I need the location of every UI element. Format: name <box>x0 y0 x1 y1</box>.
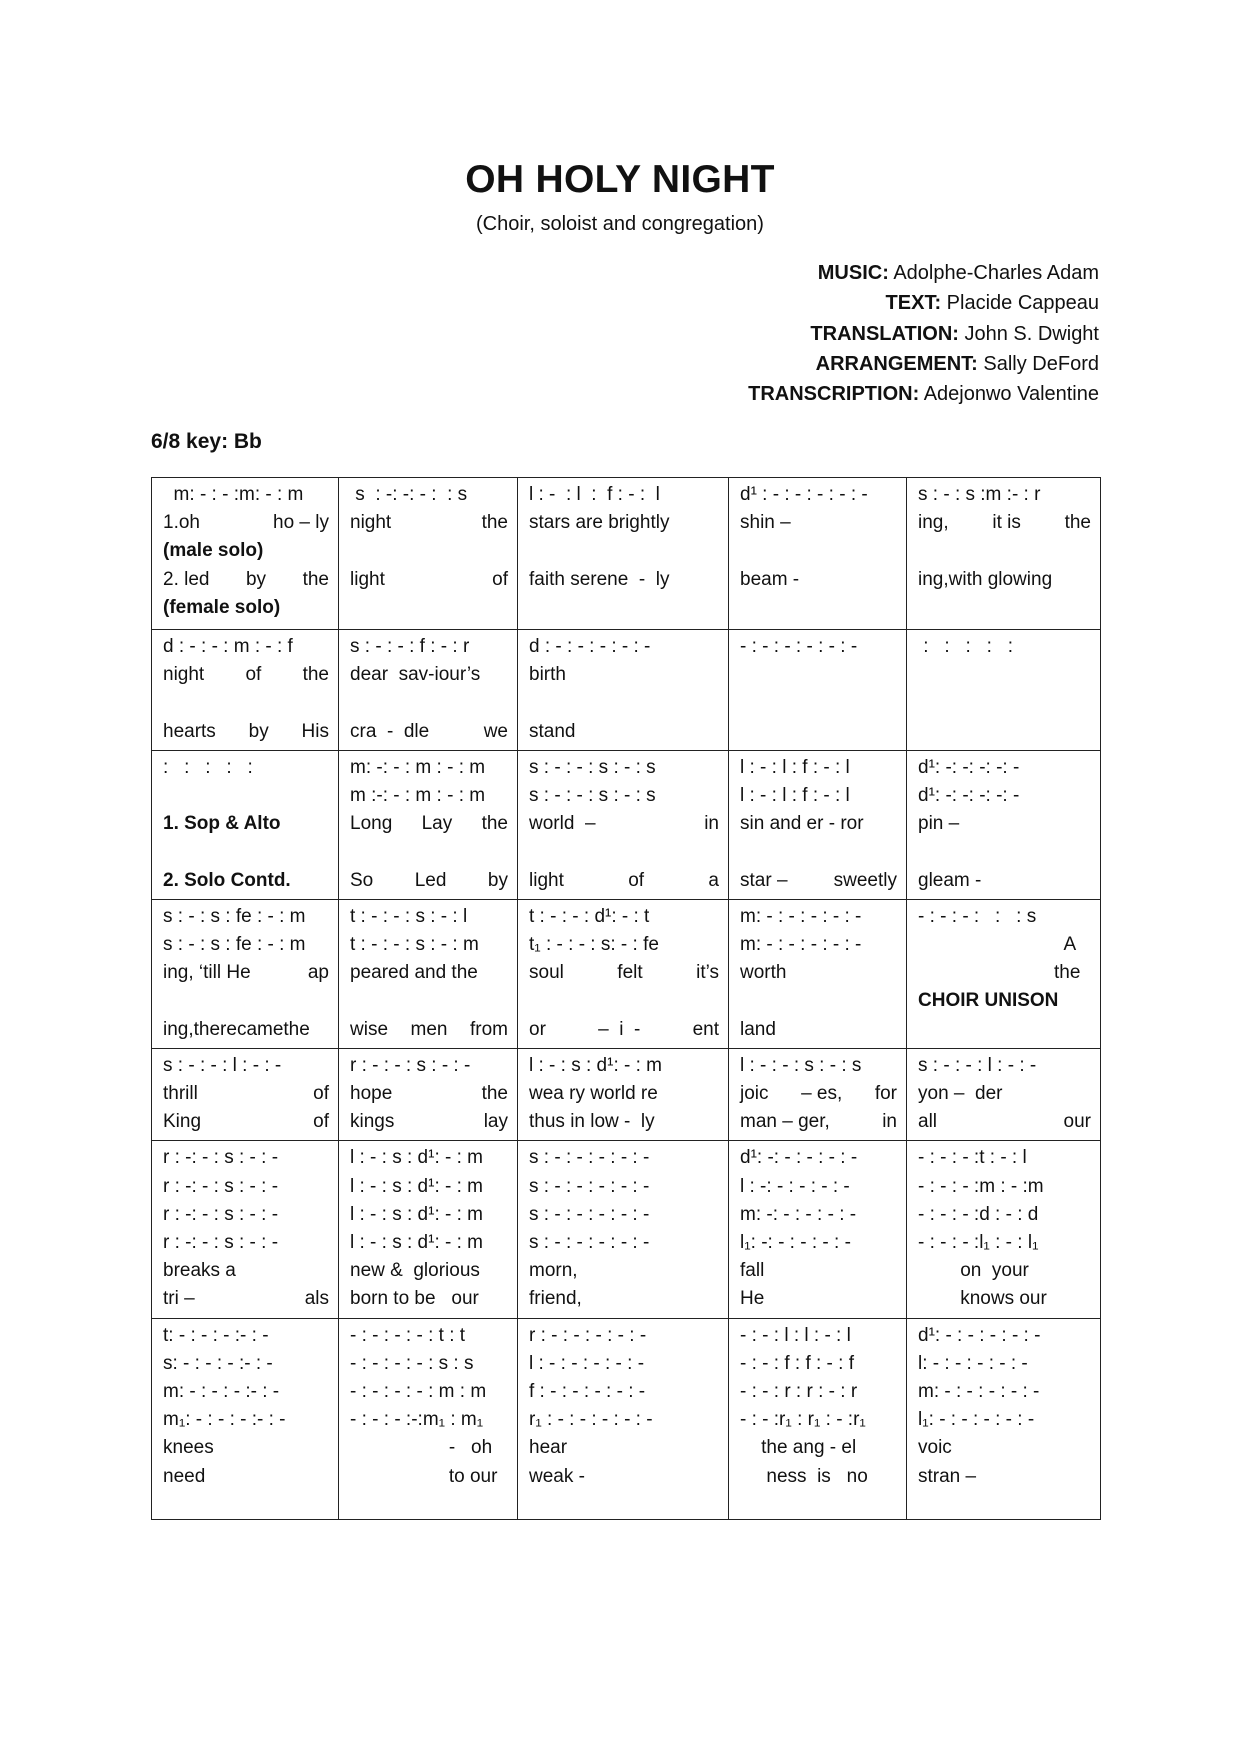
lyric-line <box>163 1108 329 1136</box>
lyric-word: it is <box>992 512 1021 534</box>
lyric-line: new & glorious <box>350 1260 480 1282</box>
solfa-notation-line: s : - : - : f : - : r <box>350 636 470 657</box>
lyric-line <box>740 838 897 866</box>
solfa-notation-line: r : -: - : s : - : - <box>163 1203 279 1225</box>
lyric-line <box>740 1108 897 1136</box>
lyric-word: of <box>628 869 645 891</box>
lyric-line: born to be our <box>350 1288 479 1310</box>
measure-cell <box>152 478 339 630</box>
lyric-word: our <box>1063 1111 1091 1133</box>
solfa-notation-line: s : - : - : - : - : - <box>529 1175 650 1197</box>
part-label: 2. Solo Contd. <box>163 869 291 891</box>
lyric-line: faith serene - ly <box>529 568 670 590</box>
lyric-line <box>350 1080 508 1108</box>
lyric-line <box>529 689 719 717</box>
lyric-word: ho – ly <box>273 512 329 534</box>
solfa-notation-line: m₁: - : - : - :- : - <box>163 1409 286 1431</box>
lyric-line <box>529 987 719 1015</box>
part-label: (female solo) <box>163 596 281 618</box>
lyric-word: – es, <box>801 1083 843 1104</box>
solfa-notation-line: - : - : l : l : - : l <box>740 1324 851 1346</box>
solfa-notation-line: s : - : s : fe : - : m <box>163 934 306 955</box>
lyric-line: peared and the <box>350 962 478 984</box>
measure-cell <box>518 1048 729 1141</box>
lyric-word: by <box>248 720 269 742</box>
measure-cell <box>339 1318 518 1519</box>
solfa-notation-line: s : - : - : - : - : - <box>529 1147 650 1169</box>
solfa-notation-line: d¹ : - : - : - : - : - <box>740 484 868 505</box>
lyric-line: yon – der <box>918 1083 1003 1104</box>
measure-cell <box>729 1048 907 1141</box>
measure-cell <box>518 1141 729 1318</box>
lyric-line: He <box>740 1288 765 1310</box>
lyric-line: to our <box>448 1465 508 1487</box>
lyric-word: a <box>708 869 719 891</box>
lyric-word: from <box>469 1018 508 1040</box>
lyric-line: knows our <box>918 1288 1047 1310</box>
solfa-notation-line: l : - : l : f : - : l <box>740 756 850 778</box>
measure-cell <box>152 899 339 1048</box>
credit-line <box>748 288 1099 318</box>
measure-cell <box>907 630 1101 751</box>
measure-cell <box>729 1318 907 1519</box>
credit-line <box>748 379 1099 409</box>
lyric-word: light <box>350 568 385 590</box>
lyric-word: 1.oh <box>163 512 200 534</box>
lyric-word: man – ger, <box>740 1111 830 1133</box>
solfa-notation-line: - : - : - :m : - :m <box>918 1175 1044 1197</box>
lyric-line: wea ry world re <box>529 1083 658 1104</box>
solfa-notation-line: l: - : - : - : - : - <box>918 1352 1028 1374</box>
lyric-line: ing,with glowing <box>918 568 1053 590</box>
solfa-notation-line: - : - : r : r : - : r <box>740 1381 858 1403</box>
solfa-notation-line: l : - : - : s : - : s <box>740 1054 862 1076</box>
lyric-line: thus in low - ly <box>529 1111 655 1133</box>
credit-value: Placide Cappeau <box>941 292 1099 315</box>
lyric-word: or <box>529 1018 546 1040</box>
solfa-notation-line: - : - : - : : : s <box>918 905 1037 927</box>
lyric-line: land <box>740 1018 776 1040</box>
solfa-notation-line: l : - : s : d¹: - : m <box>350 1175 483 1197</box>
solfa-notation-line: - : - : - :-:m₁ : m₁ <box>350 1409 484 1431</box>
measure-cell <box>907 1141 1101 1318</box>
lyric-word: joic <box>740 1083 769 1104</box>
lyric-line <box>529 959 719 987</box>
measure-cell <box>518 899 729 1048</box>
lyric-word: kings <box>350 1111 395 1133</box>
lyric-line: - oh <box>448 1437 508 1459</box>
solfa-notation-line: f : - : - : - : - : - <box>529 1381 646 1403</box>
solfa-notation-line: l : - : l : f : - : l <box>740 785 850 806</box>
measure-cell <box>152 1141 339 1318</box>
lyric-line <box>918 509 1091 537</box>
measure-cell <box>729 899 907 1048</box>
lyric-line <box>740 987 897 1015</box>
credit-label: TEXT: <box>885 292 942 315</box>
credit-value: John S. Dwight <box>958 322 1099 345</box>
solfa-notation-line: t : - : - : d¹: - : t <box>529 905 650 927</box>
lyric-word: lay <box>483 1111 508 1133</box>
lyric-line: shin – <box>740 512 791 534</box>
lyric-word: the <box>481 512 508 534</box>
solfa-notation-line: l : - : s : d¹: - : m <box>350 1147 483 1169</box>
lyric-word: So <box>350 869 374 891</box>
lyric-line <box>163 782 329 810</box>
solfa-notation-line: - : - : - : - : t : t <box>350 1324 466 1346</box>
solfa-notation-line: m: - : - :m: - : m <box>163 484 304 505</box>
lyric-line <box>740 537 897 565</box>
lyric-line <box>740 1080 897 1108</box>
solfa-notation-line: d : - : - : - : - : - <box>529 636 651 657</box>
solfa-notation-line: l₁: -: - : - : - : - <box>740 1232 851 1254</box>
lyric-line: dear sav-iour’s <box>350 664 481 686</box>
credit-line <box>748 319 1099 349</box>
lyric-word: – i - <box>598 1018 641 1040</box>
lyric-word: the <box>481 1083 508 1104</box>
lyric-word: star – <box>740 869 788 891</box>
lyric-word: tri – <box>163 1288 195 1310</box>
score-row <box>152 899 1101 1048</box>
lyric-line <box>163 509 329 537</box>
lyric-word: soul <box>529 962 564 984</box>
lyric-line: on your <box>918 1260 1029 1282</box>
lyric-word: of <box>245 664 262 686</box>
lyric-line <box>529 810 719 838</box>
lyric-line <box>163 1080 329 1108</box>
tonic-solfa-score-table <box>151 477 1101 1520</box>
lyric-word: of <box>313 1111 329 1133</box>
solfa-notation-line: m: - : - : - : - : - <box>918 1381 1040 1403</box>
lyric-word: by <box>487 869 508 891</box>
solfa-notation-line: m: -: - : - : - : - <box>740 1203 857 1225</box>
lyric-word: sweetly <box>833 869 897 891</box>
lyric-line <box>350 718 508 746</box>
song-subtitle: (Choir, soloist and congregation) <box>476 213 764 235</box>
lyric-line <box>918 537 1091 565</box>
lyric-line <box>350 566 508 594</box>
credit-value: Adejonwo Valentine <box>919 383 1099 406</box>
lyric-word: hope <box>350 1083 393 1104</box>
solfa-notation-line: - : - : - : - : - : - <box>740 636 858 657</box>
measure-cell <box>339 1141 518 1318</box>
measure-cell <box>339 750 518 899</box>
lyric-line: breaks a <box>163 1260 236 1282</box>
lyric-line <box>163 959 329 987</box>
solfa-notation-line: : : : : : <box>918 636 1014 657</box>
measure-cell <box>339 630 518 751</box>
lyric-line <box>163 838 329 866</box>
lyric-word: the <box>302 568 329 590</box>
part-label: (male solo) <box>163 540 264 562</box>
solfa-notation-line: s : - : - : - : - : - <box>529 1232 650 1254</box>
solfa-notation-line: - : - : - :t : - : l <box>918 1147 1027 1169</box>
lyric-line <box>529 537 719 565</box>
lyric-word: felt <box>617 962 643 984</box>
solfa-notation-line: - : - : - : - : m : m <box>350 1381 487 1403</box>
lyric-line <box>163 689 329 717</box>
solfa-notation-line: l₁: - : - : - : - : - <box>918 1409 1035 1431</box>
lyric-word: of <box>313 1083 329 1104</box>
lyric-line <box>529 867 719 895</box>
lyric-line <box>529 1016 719 1044</box>
solfa-notation-line: l : - : s : d¹: - : m <box>529 1054 662 1076</box>
credit-label: MUSIC: <box>817 262 889 284</box>
lyric-word: ing, <box>918 512 949 534</box>
lyric-word: we <box>483 720 508 742</box>
measure-cell <box>907 1048 1101 1141</box>
lyric-word: 2. led <box>163 568 210 590</box>
measure-cell <box>907 899 1101 1048</box>
measure-cell <box>152 1048 339 1141</box>
lyric-line: friend, <box>529 1288 582 1310</box>
lyric-line <box>350 1108 508 1136</box>
lyric-line <box>350 867 508 895</box>
lyric-word: world – <box>529 813 596 835</box>
solfa-notation-line: : : : : : <box>163 756 253 778</box>
credit-line <box>748 258 1099 288</box>
lyric-line <box>350 838 508 866</box>
lyric-word: hearts <box>163 720 216 742</box>
solfa-notation-line: s : - : - : s : - : s <box>529 785 656 806</box>
lyric-line: voic <box>918 1437 952 1459</box>
song-title: OH HOLY NIGHT <box>465 158 775 201</box>
lyric-line: morn, <box>529 1260 578 1282</box>
solfa-notation-line: r : - : - : - : - : - <box>529 1324 647 1346</box>
lyric-line <box>163 718 329 746</box>
lyric-word: it’s <box>696 962 719 984</box>
score-row <box>152 750 1101 899</box>
measure-cell <box>152 750 339 899</box>
solfa-notation-line: s : -: -: - : : s <box>350 484 468 505</box>
credits-block <box>748 258 1099 409</box>
lyric-line: birth <box>529 664 566 686</box>
solfa-notation-line: - : - : - :l₁ : - : l₁ <box>918 1232 1039 1254</box>
lyric-line: knees <box>163 1437 214 1459</box>
lyric-line <box>350 1016 508 1044</box>
lyric-line: gleam - <box>918 869 982 891</box>
solfa-notation-line: d : - : - : m : - : f <box>163 636 293 657</box>
measure-cell <box>518 750 729 899</box>
solfa-notation-line: d¹: -: -: -: -: - <box>918 756 1020 778</box>
solfa-notation-line: t₁ : - : - : s: - : fe <box>529 934 659 955</box>
solfa-notation-line: d¹: - : - : - : - : - <box>918 1324 1041 1346</box>
lyric-line: sin and er - ror <box>740 813 864 835</box>
lyric-line: the <box>1054 962 1091 984</box>
lyric-word: all <box>918 1111 938 1133</box>
solfa-notation-line: s : - : - : l : - : - <box>163 1054 282 1076</box>
lyric-line <box>350 987 508 1015</box>
lyric-word: cra - dle <box>350 720 430 742</box>
lyric-line: stars are brightly <box>529 512 670 534</box>
solfa-notation-line: m: - : - : - : - : - <box>740 905 862 927</box>
lyric-word: the <box>481 813 508 835</box>
score-row <box>152 630 1101 751</box>
solfa-notation-line: r₁ : - : - : - : - : - <box>529 1409 653 1431</box>
solfa-notation-line: d¹: -: -: -: -: - <box>918 785 1020 806</box>
part-label: 1. Sop & Alto <box>163 813 281 835</box>
solfa-notation-line: s: - : - : - :- : - <box>163 1352 273 1374</box>
lyric-word: the <box>302 664 329 686</box>
lyric-line <box>163 1285 329 1313</box>
lyric-line <box>163 566 329 594</box>
lyric-line: ing,therecamethe <box>163 1018 310 1040</box>
credit-value: Adolphe-Charles Adam <box>888 262 1099 284</box>
solfa-notation-line: l : - : l : f : - : l <box>529 484 660 505</box>
lyric-word: the <box>1064 512 1091 534</box>
measure-cell <box>518 1318 729 1519</box>
credit-value: Sally DeFord <box>977 352 1099 375</box>
lyric-line: fall <box>740 1260 765 1282</box>
lyric-line <box>163 987 329 1015</box>
lyric-word: als <box>304 1288 329 1310</box>
lyric-line <box>740 867 897 895</box>
solfa-notation-line: - : - : - : - : s : s <box>350 1352 474 1374</box>
solfa-notation-line: l : - : s : d¹: - : m <box>350 1203 483 1225</box>
lyric-line: beam - <box>740 568 800 590</box>
lyric-word: thrill <box>163 1083 198 1104</box>
lyric-line: worth <box>740 962 787 984</box>
lyric-word: wise <box>350 1018 389 1040</box>
lyric-line: weak - <box>529 1465 585 1487</box>
lyric-word: men <box>410 1018 448 1040</box>
lyric-word: ap <box>307 962 329 984</box>
solfa-notation-line: m: - : - : - : - : - <box>740 934 862 955</box>
credit-line <box>748 349 1099 379</box>
solfa-notation-line: m :-: - : m : - : m <box>350 785 486 806</box>
measure-cell <box>518 478 729 630</box>
solfa-notation-line: r : - : - : s : - : - <box>350 1054 471 1076</box>
solfa-notation-line: l : - : - : - : - : - <box>529 1352 645 1374</box>
lyric-line <box>350 689 508 717</box>
lyric-word: night <box>163 664 205 686</box>
lyric-word: in <box>704 813 719 835</box>
solfa-notation-line: - : - : - :d : - : d <box>918 1203 1039 1225</box>
lyric-word: for <box>874 1083 897 1104</box>
credit-label: ARRANGEMENT: <box>815 352 978 375</box>
lyric-line <box>918 838 1091 866</box>
lyric-line <box>350 810 508 838</box>
credit-label: TRANSLATION: <box>810 322 959 345</box>
solfa-notation-line: r : -: - : s : - : - <box>163 1175 279 1197</box>
solfa-notation-line: s : - : s : fe : - : m <box>163 905 306 927</box>
lyric-word: light <box>529 869 564 891</box>
score-row <box>152 1318 1101 1519</box>
solfa-notation-line: l : - : s : d¹: - : m <box>350 1232 483 1254</box>
measure-cell <box>729 478 907 630</box>
part-label: CHOIR UNISON <box>918 990 1059 1012</box>
lyric-line <box>163 661 329 689</box>
lyric-line <box>350 509 508 537</box>
lyric-line: ness is no <box>740 1465 868 1487</box>
lyric-line <box>350 537 508 565</box>
measure-cell <box>339 478 518 630</box>
lyric-word: ent <box>692 1018 719 1040</box>
solfa-notation-line: t : - : - : s : - : m <box>350 934 479 955</box>
lyric-word: of <box>492 568 508 590</box>
solfa-notation-line: t: - : - : - :- : - <box>163 1324 269 1346</box>
solfa-notation-line: l : -: - : - : - : - <box>740 1175 850 1197</box>
lyric-word: in <box>882 1111 897 1133</box>
solfa-notation-line: s : - : - : s : - : s <box>529 756 656 778</box>
lyric-line: stand <box>529 720 576 742</box>
lyric-word: Led <box>414 869 447 891</box>
lyric-word: Lay <box>421 813 453 835</box>
score-row <box>152 478 1101 630</box>
measure-cell <box>152 1318 339 1519</box>
measure-cell <box>339 899 518 1048</box>
solfa-notation-line: s : - : - : l : - : - <box>918 1054 1037 1076</box>
lyric-word: His <box>301 720 329 742</box>
measure-cell <box>907 750 1101 899</box>
lyric-word: ing, ‘till He <box>163 962 251 984</box>
measure-cell <box>152 630 339 751</box>
solfa-notation-line: s : - : s :m :- : r <box>918 484 1041 505</box>
score-row <box>152 1141 1101 1318</box>
lyric-line: hear <box>529 1437 568 1459</box>
lyric-word: night <box>350 512 392 534</box>
measure-cell <box>518 630 729 751</box>
lyric-line: A <box>1063 934 1091 955</box>
lyric-word: King <box>163 1111 202 1133</box>
lyric-line <box>918 1108 1091 1136</box>
solfa-notation-line: m: - : - : - :- : - <box>163 1381 280 1403</box>
measure-cell <box>907 1318 1101 1519</box>
time-signature-and-key: 6/8 key: Bb <box>151 430 262 453</box>
measure-cell <box>729 630 907 751</box>
solfa-notation-line: d¹: -: - : - : - : - <box>740 1147 858 1169</box>
solfa-notation-line: m: -: - : m : - : m <box>350 756 486 778</box>
lyric-word: by <box>245 568 267 590</box>
measure-cell <box>907 478 1101 630</box>
solfa-notation-line: t : - : - : s : - : l <box>350 905 468 927</box>
score-row <box>152 1048 1101 1141</box>
solfa-notation-line: - : - :r₁ : r₁ : - :r₁ <box>740 1409 866 1431</box>
lyric-line: stran – <box>918 1465 977 1487</box>
solfa-notation-line: r : -: - : s : - : - <box>163 1147 279 1169</box>
measure-cell <box>339 1048 518 1141</box>
lyric-line: the ang - el <box>740 1437 857 1459</box>
lyric-word: Long <box>350 813 393 835</box>
lyric-line: need <box>163 1465 206 1487</box>
measure-cell <box>729 1141 907 1318</box>
credit-label: TRANSCRIPTION: <box>748 383 920 406</box>
solfa-notation-line: r : -: - : s : - : - <box>163 1232 279 1254</box>
lyric-line: pin – <box>918 813 960 835</box>
lyric-line <box>529 838 719 866</box>
solfa-notation-line: - : - : f : f : - : f <box>740 1352 854 1374</box>
measure-cell <box>729 750 907 899</box>
solfa-notation-line: s : - : - : - : - : - <box>529 1203 650 1225</box>
